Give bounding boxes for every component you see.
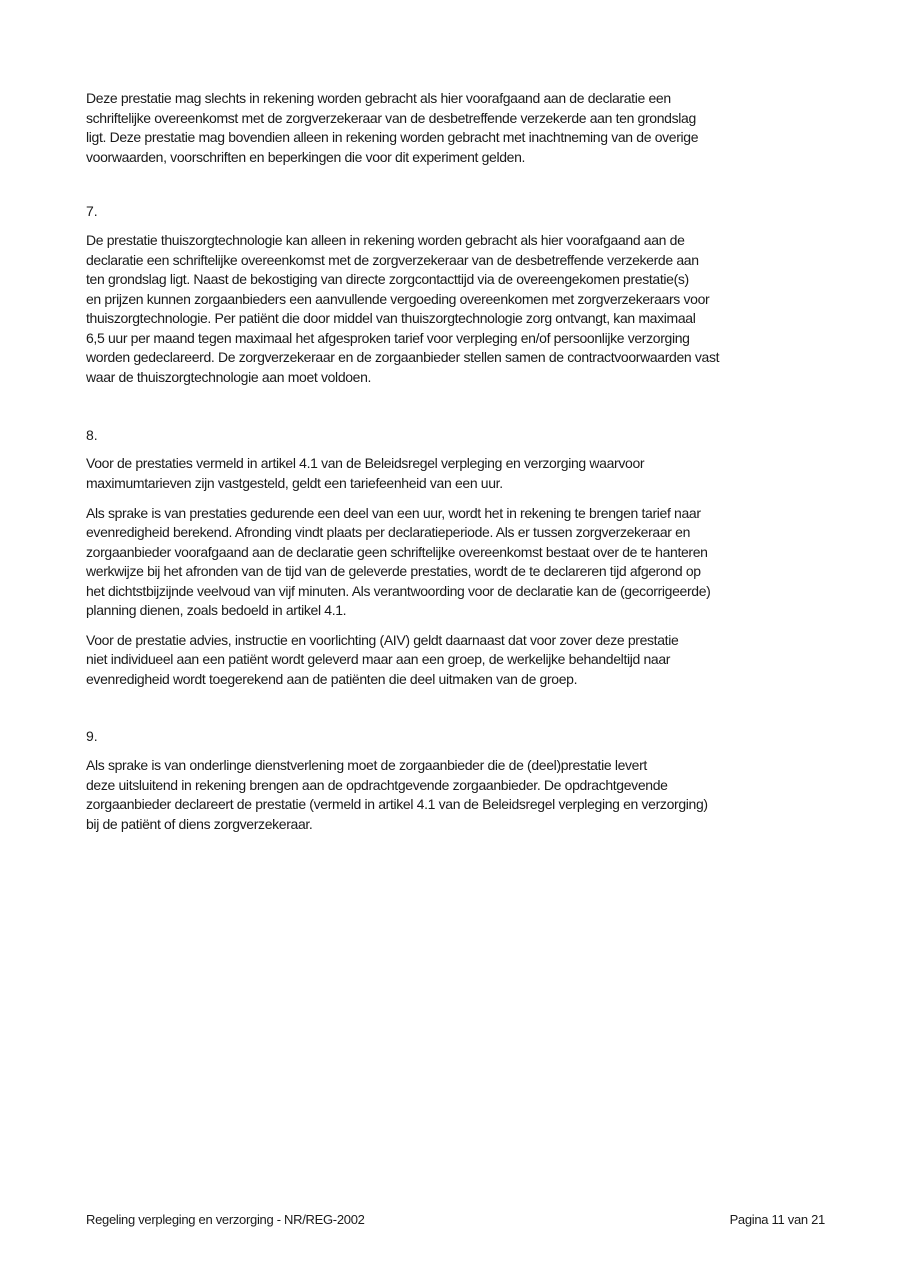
text-line: ten grondslag ligt. Naast de bekostiging van directe zorgcontacttijd via de overeengekomen prestatie(s) <box>86 271 689 287</box>
article-number: 9. <box>86 728 98 744</box>
text-line: declaratie een schriftelijke overeenkomst met de zorgverzekeraar van de desbetreffende verzekerde aan <box>86 251 699 268</box>
text-line: maximumtarieven zijn vastgesteld, geldt een tariefeenheid van een uur. <box>86 474 503 491</box>
text-line: en prijzen kunnen zorgaanbieders een aanvullende vergoeding overeenkomen met zorgverzekeraars voor <box>86 290 710 307</box>
text-line: De prestatie thuiszorgtechnologie kan alleen in rekening worden gebracht als hier voorafgaand aan de <box>86 232 685 248</box>
article-number: 7. <box>86 203 98 219</box>
text-line: schriftelijke overeenkomst met de zorgverzekeraar van de desbetreffende verzekerde aan ten grondslag <box>86 109 696 126</box>
text-line: bij de patiënt of diens zorgverzekeraar. <box>86 815 313 832</box>
text-line: ligt. Deze prestatie mag bovendien alleen in rekening worden gebracht met inachtneming van de overige <box>86 129 699 145</box>
text-line: evenredigheid wordt toegerekend aan de patiënten die deel uitmaken van de groep. <box>86 670 578 687</box>
text-line: zorgaanbieder declareert de prestatie (vermeld in artikel 4.1 van de Beleidsregel verpleging en verzorging) <box>86 796 708 812</box>
text-line: worden gedeclareerd. De zorgverzekeraar en de zorgaanbieder stellen samen de contractvoorwaarden vast <box>86 349 720 365</box>
article-number: 8. <box>86 427 98 443</box>
footer-document-title: Regeling verpleging en verzorging - NR/REG-2002 <box>86 1212 365 1227</box>
text-line: Deze prestatie mag slechts in rekening worden gebracht als hier voorafgaand aan de declaratie een <box>86 90 671 106</box>
text-line: zorgaanbieder voorafgaand aan de declaratie geen schriftelijke overeenkomst bestaat over de te hanteren <box>86 543 708 560</box>
text-line: deze uitsluitend in rekening brengen aan de opdrachtgevende zorgaanbieder. De opdrachtgevende <box>86 776 668 793</box>
text-line: voorwaarden, voorschriften en beperkingen die voor dit experiment gelden. <box>86 148 526 165</box>
text-line: evenredigheid berekend. Afronding vindt plaats per declaratieperiode. Als er tussen zorgverzekeraar en <box>86 524 691 540</box>
text-line: planning dienen, zoals bedoeld in artikel 4.1. <box>86 602 347 618</box>
footer-page-number: Pagina 11 van 21 <box>729 1212 825 1227</box>
text-line: Als sprake is van onderlinge dienstverlening moet de zorgaanbieder die de (deel)prestatie levert <box>86 757 647 773</box>
text-line: werkwijze bij het afronden van de tijd van de geleverde prestaties, wordt de te declareren tijd afgerond op <box>86 563 701 579</box>
text-line: 6,5 uur per maand tegen maximaal het afgesproken tarief voor verpleging en/of persoonlijke verzorging <box>86 329 690 346</box>
text-line: Voor de prestaties vermeld in artikel 4.1 van de Beleidsregel verpleging en verzorging waarvoor <box>86 455 645 471</box>
text-line: niet individueel aan een patiënt wordt geleverd maar aan een groep, de werkelijke behandeltijd naar <box>86 651 671 667</box>
text-line: Als sprake is van prestaties gedurende een deel van een uur, wordt het in rekening te brengen tarief naar <box>86 504 701 521</box>
text-line: thuiszorgtechnologie. Per patiënt die door middel van thuiszorgtechnologie zorg ontvangt, kan maximaal <box>86 310 696 326</box>
text-line: Voor de prestatie advies, instructie en voorlichting (AIV) geldt daarnaast dat voor zover deze prestatie <box>86 631 679 648</box>
text-line: waar de thuiszorgtechnologie aan moet voldoen. <box>86 368 372 385</box>
text-line: het dichtstbijzijnde veelvoud van vijf minuten. Als verantwoording voor de declaratie kan de (gecorrigeerde) <box>86 582 711 599</box>
